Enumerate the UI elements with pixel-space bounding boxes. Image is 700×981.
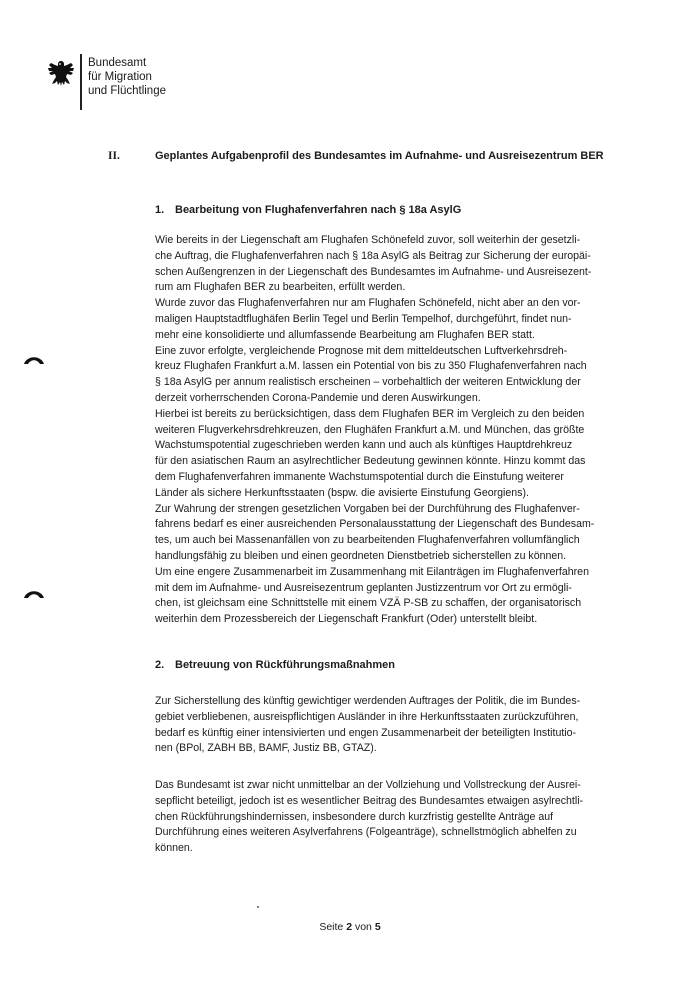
- footer-total-pages: 5: [374, 921, 381, 933]
- text-line: che Auftrag, die Flughafenverfahren nach § 18a AsylG als Beitrag zur Sicherung der europäi-: [155, 249, 591, 262]
- federal-eagle-icon: [46, 58, 76, 90]
- org-line-3: und Flüchtlinge: [88, 85, 166, 97]
- text-line: rum am Flughafen BER zu bearbeiten, erfüllt werden.: [155, 281, 406, 294]
- footer-page-number: 2: [346, 921, 353, 933]
- text-line: § 18a AsylG per annum realistisch erscheinen – vorbehaltlich der weiteren Entwicklung der: [155, 376, 581, 389]
- text-line: handlungsfähig zu bleiben und einen geordneten Dienstbetrieb sicherstellen zu können.: [155, 549, 567, 562]
- punch-hole-mark: [22, 586, 46, 600]
- subsection-2-number: 2.: [155, 659, 165, 671]
- text-line: Zur Sicherstellung des künftig gewichtiger werdenden Auftrages der Politik, die im Bundes-: [155, 695, 581, 707]
- subsection-1-title: Bearbeitung von Flughafenverfahren nach § 18a AsylG: [175, 204, 462, 216]
- text-line: fahrens bedarf es einer ausreichenden Personalausstattung der Liegenschaft des Bundesam-: [155, 518, 595, 531]
- text-line: Wachstumspotential zugeschrieben werden kann und auch als künftiges Hauptdrehkreuz: [155, 439, 573, 452]
- text-line: Durchführung eines weiteren Asylverfahrens (Folgeanträge), schnellstmöglich abhelfen zu: [155, 826, 577, 839]
- text-line: können.: [155, 842, 193, 855]
- text-line: tes, um auch bei Massenanfällen von zu bearbeitenden Flughafenverfahren vollumfänglich: [155, 534, 580, 547]
- text-line: maligen Hauptstadtflughäfen Berlin Tegel und Berlin Tempelhof, durchgeführt, findet nun-: [155, 312, 572, 325]
- org-line-2: für Migration: [88, 71, 152, 83]
- text-line: Wurde zuvor das Flughafenverfahren nur am Flughafen Schönefeld, nicht aber an den vor-: [155, 297, 581, 310]
- organization-name: [88, 56, 166, 98]
- text-line: bedarf es künftig einer intensivierten und engen Zusammenarbeit der beteiligten Institutio-: [155, 726, 577, 739]
- text-line: Um eine engere Zusammenarbeit im Zusammenhang mit Eilanträgen im Flughafenverfahren: [155, 565, 589, 578]
- subsection-2-paragraph-1: [155, 694, 641, 757]
- text-line: Länder als sichere Herkunftsstaaten (bspw. die avisierte Einstufung Georgiens).: [155, 486, 529, 499]
- text-line: mehr eine konsolidierte und allumfassende Bearbeitung am Flughafen BER statt.: [155, 328, 535, 341]
- scan-speck: [257, 906, 259, 908]
- text-line: kreuz Flughafen Frankfurt a.M. lassen ein Potential von bis zu 350 Flughafenverfahren nach: [155, 360, 587, 373]
- text-line: weiteren Flugverkehrsdrehkreuzen, den Flughäfen Frankfurt a.M. und München, das größte: [155, 423, 585, 436]
- subsection-2-paragraph-2: [155, 778, 641, 857]
- subsection-1-heading: [155, 204, 461, 216]
- footer-prefix: Seite: [319, 921, 344, 933]
- text-line: Zur Wahrung der strengen gesetzlichen Vorgaben bei der Durchführung des Flughafenver-: [155, 502, 580, 515]
- footer-mid: von: [354, 921, 372, 933]
- section-number: II.: [108, 150, 120, 162]
- text-line: mit dem im Aufnahme- und Ausreisezentrum geplanten Justizzentrum vor Ort zu ermögli-: [155, 581, 572, 594]
- text-line: dem Flughafenverfahren immanente Wachstumspotential durch die Einstufung weiterer: [155, 470, 564, 483]
- page-footer: [0, 921, 700, 933]
- subsection-2-heading: [155, 659, 395, 671]
- letterhead-divider: [80, 54, 82, 110]
- text-line: derzeit vorherrschenden Corona-Pandemie und deren Auswirkungen.: [155, 391, 481, 404]
- text-line: weiterhin dem Prozessbereich der Liegenschaft Frankfurt (Oder) unterstellt bleibt.: [155, 613, 538, 626]
- text-line: Eine zuvor erfolgte, vergleichende Prognose mit dem mitteldeutschen Luftverkehrsdreh-: [155, 344, 568, 357]
- text-line: chen, ist gleichsam eine Schnittstelle mit einem VZÄ P-SB zu schaffen, der organisatorisch: [155, 597, 582, 610]
- text-line: chen Rückführungshindernissen, insbesondere durch kurzfristig gestellte Anträge auf: [155, 810, 554, 823]
- section-title: Geplantes Aufgabenprofil des Bundesamtes im Aufnahme- und Ausreisezentrum BER: [155, 150, 604, 162]
- text-line: sepflicht beteiligt, jedoch ist es wesentlicher Beitrag des Bundesamtes etwaigen asylrechtli-: [155, 794, 584, 807]
- text-line: für den asiatischen Raum an asylrechtlicher Bedeutung gewinnen könnte. Hinzu kommt das: [155, 455, 586, 468]
- org-line-1: Bundesamt: [88, 57, 147, 69]
- text-line: Hierbei ist bereits zu berücksichtigen, dass dem Flughafen BER im Vergleich zu den beiden: [155, 407, 585, 420]
- text-line: Das Bundesamt ist zwar nicht unmittelbar an der Vollziehung und Vollstreckung der Ausrei-: [155, 779, 581, 791]
- subsection-2-title: Betreuung von Rückführungsmaßnahmen: [175, 659, 396, 671]
- subsection-1-number: 1.: [155, 204, 165, 216]
- text-line: schen Außengrenzen in der Liegenschaft des Bundesamtes im Aufnahme- und Ausreisezent-: [155, 265, 592, 278]
- subsection-1-body: [155, 233, 641, 628]
- text-line: nen (BPol, ZABH BB, BAMF, Justiz BB, GTAZ).: [155, 742, 377, 755]
- punch-hole-mark: [22, 352, 46, 366]
- text-line: Wie bereits in der Liegenschaft am Flughafen Schönefeld zuvor, soll weiterhin der gesetzli-: [155, 234, 581, 246]
- text-line: gebiet verbliebenen, ausreispflichtigen Ausländer in ihre Herkunftsstaaten zurückzuführen,: [155, 710, 579, 723]
